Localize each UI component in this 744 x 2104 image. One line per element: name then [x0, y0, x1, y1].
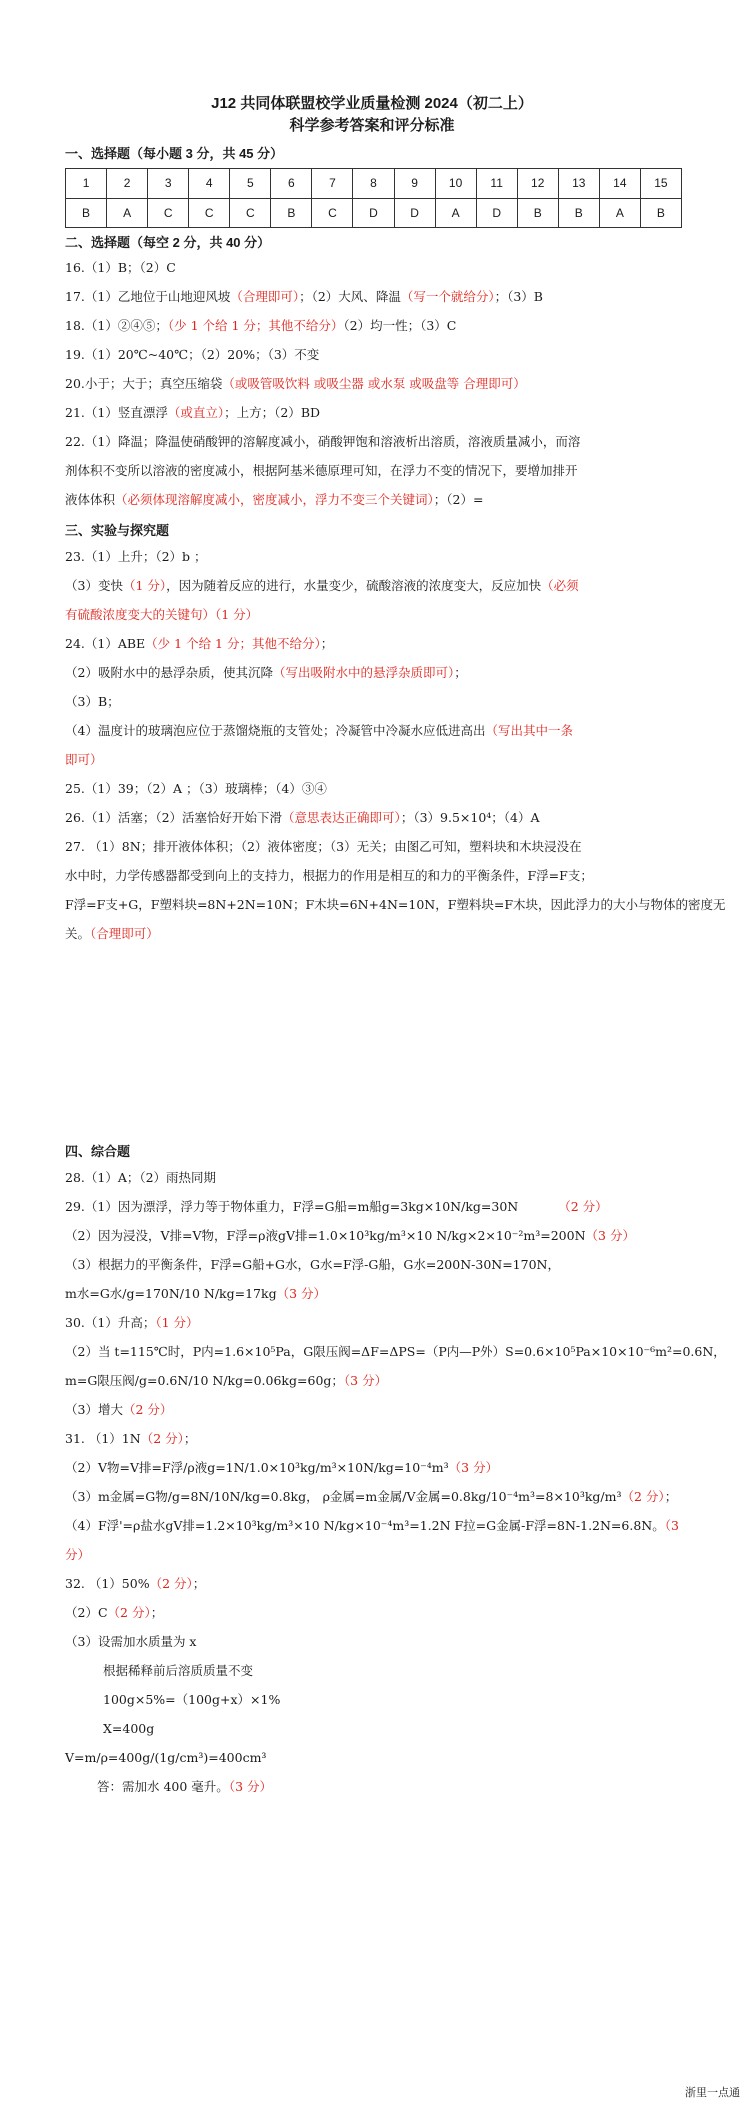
answer-text: （4）温度计的玻璃泡应位于蒸馏烧瓶的支管处；冷凝管中冷凝水应低进高出 [65, 723, 486, 738]
q-answer: C [148, 198, 189, 228]
q-number: 2 [107, 169, 148, 199]
answer-24-line5: 即可） [65, 752, 103, 767]
answer-26 [65, 810, 540, 826]
q-number: 6 [271, 169, 312, 199]
scoring-note: （2 分） [621, 1489, 665, 1504]
scoring-note: （必须 [541, 578, 579, 593]
scoring-note: （3 [664, 1518, 679, 1533]
q-number: 12 [517, 169, 558, 199]
scoring-note: （2 分） [558, 1199, 608, 1214]
answer-32-line5: 100g×5%=（100g+x）×1% [103, 1692, 281, 1707]
answer-30-line1 [65, 1315, 199, 1331]
answer-23-line2 [65, 578, 579, 594]
answer-17 [65, 289, 543, 305]
scoring-note: （3 分） [585, 1228, 635, 1243]
answer-30-line3 [65, 1373, 387, 1389]
scoring-note: （3 分） [228, 1779, 272, 1794]
q-answer: C [189, 198, 230, 228]
q-answer: D [476, 198, 517, 228]
answer-text: ； [192, 1576, 206, 1591]
answer-text: 关。 [65, 926, 91, 941]
answer-27-line1: 27. （1）8N；排开液体体积；（2）液体密度；（3）无关；由图乙可知，塑料块和木块浸没在 [65, 839, 582, 854]
answer-29-line2 [65, 1228, 635, 1244]
q-answer: C [230, 198, 271, 228]
q-answer: B [640, 198, 681, 228]
watermark-footer: 浙里一点通 [685, 2086, 740, 2099]
answer-30-line4 [65, 1402, 172, 1418]
doc-title-line1: J12 共同体联盟校学业质量检测 2024（初二上） [211, 95, 533, 112]
answer-text: 26.（1）活塞；（2）活塞恰好开始下滑 [65, 810, 283, 825]
answer-text: 20.小于；大于；真空压缩袋 [65, 376, 223, 391]
answer-29-line1 [65, 1199, 608, 1215]
answer-text: ；（2）大风、降温 [299, 289, 401, 304]
answer-31-line3 [65, 1489, 677, 1505]
answer-text: ；（3）B [494, 289, 543, 304]
q-answer: B [558, 198, 599, 228]
answer-22-line1: 22.（1）降温；降温使硝酸钾的溶解度减小，硝酸钾饱和溶液析出溶质，溶液质量减小，而溶 [65, 434, 581, 449]
q-answer: D [353, 198, 394, 228]
answer-text: （3）变快 [65, 578, 123, 593]
answer-text: （3）m金属=G物/g=8N/10N/kg=0.8kg， ρ金属=m金属/V金属=0.8kg/10⁻⁴m³=8×10³kg/m³ [65, 1489, 622, 1504]
q-number: 8 [353, 169, 394, 199]
answer-text: 17.（1）乙地位于山地迎风坡 [65, 289, 231, 304]
answer-text: ；（3）9.5×10⁴；（4）A [400, 810, 540, 825]
scoring-note: （少 1 个给 1 分；其他不给分） [145, 636, 321, 651]
answer-text: ； [320, 636, 334, 651]
section-4-heading: 四、综合题 [65, 1144, 131, 1159]
answer-table [65, 168, 682, 228]
answer-32-line4: 根据稀释前后溶质质量不变 [103, 1663, 254, 1678]
answer-25: 25.（1）39；（2）A ；（3）玻璃棒；（4）③④ [65, 781, 327, 796]
answer-31-line4 [65, 1518, 679, 1534]
scoring-note: （意思表达正确即可） [282, 810, 401, 825]
answer-text: 液体体积 [65, 492, 116, 507]
answer-text: 31. （1）1N [65, 1431, 141, 1446]
doc-title-line2: 科学参考答案和评分标准 [289, 117, 455, 134]
answer-text: （2）吸附水中的悬浮杂质，使其沉降 [65, 665, 273, 680]
q-answer: B [66, 198, 107, 228]
answer-text: 30.（1）升高； [65, 1315, 156, 1330]
section-1-heading: 一、选择题（每小题 3 分，共 45 分） [65, 146, 284, 161]
section-2-heading: 二、选择题（每空 2 分，共 40 分） [65, 235, 271, 250]
answer-22-line3 [65, 492, 483, 508]
scoring-note: （合理即可） [90, 926, 159, 941]
q-answer: B [271, 198, 312, 228]
answer-text: 24.（1）ABE [65, 636, 146, 651]
scoring-note: （2 分） [107, 1605, 151, 1620]
answer-32-line2 [65, 1605, 163, 1621]
answer-22-line2: 剂体积不变所以溶液的密度减小，根据阿基米德原理可知，在浮力不变的情况下，要增加排开 [65, 463, 578, 478]
answer-16: 16.（1）B；（2）C [65, 260, 176, 275]
scoring-note: （必须体现溶解度减小，密度减小，浮力不变三个关键词） [115, 492, 434, 507]
answer-text: ； [183, 1431, 197, 1446]
answer-text: （2）C [65, 1605, 108, 1620]
answer-32-line1 [65, 1576, 205, 1592]
scoring-note: （写出吸附水中的悬浮杂质即可） [272, 665, 455, 680]
q-number: 3 [148, 169, 189, 199]
scoring-note: （3 分） [343, 1373, 388, 1388]
answer-31-line5: 分） [65, 1547, 91, 1562]
scoring-note: （写出其中一条 [485, 723, 573, 738]
q-number: 9 [394, 169, 435, 199]
answer-table-answer-row [66, 198, 682, 228]
answer-23-line3: 有硫酸浓度变大的关键句）（1 分） [65, 607, 259, 622]
q-number: 11 [476, 169, 517, 199]
section-3-heading: 三、实验与探究题 [65, 523, 170, 538]
answer-text: ； [454, 665, 467, 680]
answer-32-line3: （3）设需加水质量为 x [65, 1634, 197, 1649]
answer-text: m水=G水/g=170N/10 N/kg=17kg [65, 1286, 277, 1301]
answer-32-line6: X=400g [103, 1721, 155, 1736]
answer-table-number-row [66, 169, 682, 199]
answer-text: 答：需加水 400 毫升。 [97, 1779, 229, 1794]
answer-31-line2 [65, 1460, 498, 1476]
q-number: 7 [312, 169, 353, 199]
answer-text: （2）均一性；（3）C [343, 318, 457, 333]
scoring-note: （3 分） [448, 1460, 499, 1475]
scoring-note: （或吸管吸饮料 或吸尘器 或水泵 或吸盘等 合理即可） [222, 376, 526, 391]
q-answer: A [107, 198, 148, 228]
q-number: 5 [230, 169, 271, 199]
q-answer: A [599, 198, 640, 228]
answer-32-line7: V=m/ρ=400g/(1g/cm³)=400cm³ [65, 1750, 267, 1765]
answer-text: ； [150, 1605, 164, 1620]
scoring-note: （2 分） [122, 1402, 173, 1417]
q-number: 1 [66, 169, 107, 199]
answer-text: ； [664, 1489, 678, 1504]
answer-text: （2）因为浸没，V排=V物，F浮=ρ液gV排=1.0×10³kg/m³×10 N/kg×2×10⁻²m³=200N [65, 1228, 586, 1243]
answer-29-line4 [65, 1286, 326, 1302]
answer-24-line1 [65, 636, 333, 652]
q-number: 4 [189, 169, 230, 199]
answer-28: 28.（1）A；（2）雨热同期 [65, 1170, 217, 1185]
scoring-note: （写一个就给分） [400, 289, 495, 304]
answer-19: 19.（1）20℃~40℃；（2）20%；（3）不变 [65, 347, 320, 362]
answer-text: （2）V物=V排=F浮/ρ液g=1N/1.0×10³kg/m³×10N/kg=10⁻⁴m³ [65, 1460, 449, 1475]
answer-text: ；上方；（2）BD [224, 405, 321, 420]
answer-20 [65, 376, 526, 392]
answer-27-line4 [65, 926, 159, 942]
answer-31-line1 [65, 1431, 196, 1447]
answer-24-line2 [65, 665, 467, 681]
answer-27-line2: 水中时，力学传感器都受到向上的支持力，根据力的作用是相互的和力的平衡条件，F浮=F支； [65, 868, 593, 883]
answer-text: ；（2）= [433, 492, 484, 507]
answer-text: （4）F浮'=ρ盐水gV排=1.2×10³kg/m³×10 N/kg×10⁻⁴m³=1.2N F拉=G金属-F浮=8N-1.2N=6.8N。 [65, 1518, 665, 1533]
answer-32-line8 [97, 1779, 272, 1795]
answer-29-line3: （3）根据力的平衡条件，F浮=G船+G水，G水=F浮-G船，G水=200N-30N=170N， [65, 1257, 560, 1272]
scoring-note: （1 分） [155, 1315, 199, 1330]
q-number: 10 [435, 169, 476, 199]
q-number: 15 [640, 169, 681, 199]
q-answer: C [312, 198, 353, 228]
answer-24-line3: （3）B； [65, 694, 120, 709]
scoring-note: （或直立） [167, 405, 225, 420]
scoring-note: （少 1 个给 1 分；其他不给分） [167, 318, 344, 333]
scoring-note: （1 分） [122, 578, 167, 593]
answer-text: ，因为随着反应的进行，水量变少，硫酸溶液的浓度变大，反应加快 [166, 578, 542, 593]
answer-text: 29.（1）因为漂浮，浮力等于物体重力，F浮=G船=m船g=3kg×10N/kg=30N [65, 1199, 519, 1214]
scoring-note: （2 分） [149, 1576, 193, 1591]
scoring-note: （3 分） [276, 1286, 327, 1301]
scoring-note: （2 分） [140, 1431, 184, 1446]
answer-23-line1: 23.（1）上升；（2）b ； [65, 549, 207, 564]
q-answer: A [435, 198, 476, 228]
answer-text: m=G限压阀/g=0.6N/10 N/kg=0.06kg=60g； [65, 1373, 344, 1388]
q-answer: D [394, 198, 435, 228]
q-answer: B [517, 198, 558, 228]
answer-21 [65, 405, 320, 421]
answer-27-line3: F浮=F支+G，F塑料块=8N+2N=10N；F木块=6N+4N=10N，F塑料块=F木块，因此浮力的大小与物体的密度无 [65, 897, 726, 912]
answer-24-line4 [65, 723, 573, 739]
answer-30-line2: （2）当 t=115℃时，P内=1.6×10⁵Pa，G限压阀=ΔF=ΔPS=（P内—P外）S=0.6×10⁵Pa×10×10⁻⁶m²=0.6N， [65, 1344, 726, 1359]
q-number: 14 [599, 169, 640, 199]
answer-text: 21.（1）竖直漂浮 [65, 405, 168, 420]
scoring-note: （合理即可） [230, 289, 300, 304]
answer-text: （3）增大 [65, 1402, 123, 1417]
answer-text: 18.（1）②④⑤； [65, 318, 168, 333]
answer-text: 32. （1）50% [65, 1576, 150, 1591]
answer-18 [65, 318, 456, 334]
q-number: 13 [558, 169, 599, 199]
